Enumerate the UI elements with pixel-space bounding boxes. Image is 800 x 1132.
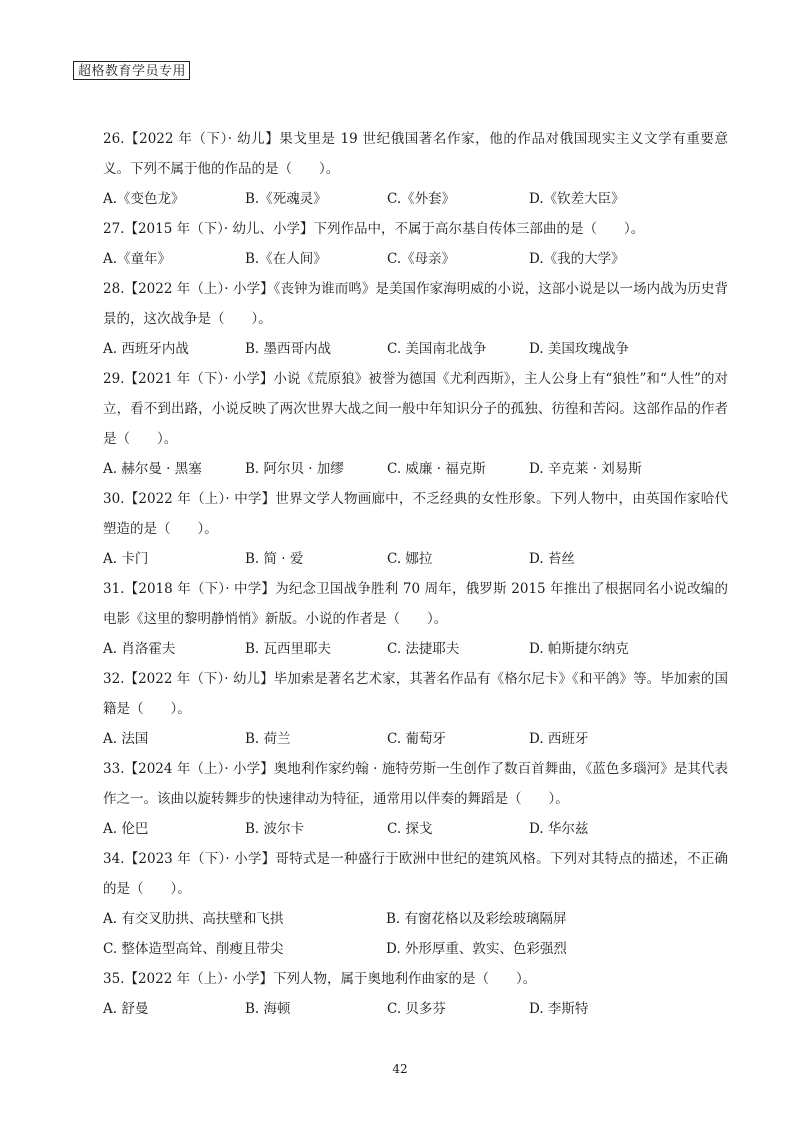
question-33 [103, 754, 728, 844]
option-c: C. 娜拉 [387, 551, 433, 567]
option-b: B. 海顿 [245, 1001, 291, 1017]
question-stem: 30.【2022 年（上）· 中学】世界文学人物画廊中，不乏经典的女性形象。下列人物中，由英国作家哈代塑造的是（ ）。 [103, 491, 728, 537]
question-34 [103, 844, 728, 964]
option-d: D.《我的大学》 [529, 251, 625, 267]
option-row [103, 244, 728, 274]
option-a: A.《童年》 [103, 251, 172, 267]
option-d: D.《钦差大臣》 [529, 191, 625, 207]
question-29 [103, 364, 728, 484]
question-stem: 31.【2018 年（下）· 中学】为纪念卫国战争胜利 70 周年，俄罗斯 2015 年推出了根据同名小说改编的电影《这里的黎明静悄悄》新版。小说的作者是（ ）。 [103, 581, 728, 627]
option-row [103, 544, 728, 574]
question-35 [103, 964, 728, 1024]
option-d: D. 美国玫瑰战争 [529, 341, 629, 357]
option-grid [103, 904, 728, 964]
question-31 [103, 574, 728, 664]
option-b: B. 墨西哥内战 [245, 341, 332, 357]
option-row [103, 724, 728, 754]
option-d: D. 帕斯捷尔纳克 [529, 641, 629, 657]
option-d: D. 苔丝 [529, 551, 575, 567]
option-row [103, 334, 728, 364]
header-label: 超格教育学员专用 [73, 61, 190, 80]
option-a: A. 肖洛霍夫 [103, 641, 176, 657]
question-stem: 35.【2022 年（上）· 小学】下列人物，属于奥地利作曲家的是（ ）。 [103, 971, 537, 987]
question-stem: 29.【2021 年（下）· 小学】小说《荒原狼》被誉为德国《尤利西斯》，主人公身上有“狼性”和“人性”的对立，看不到出路，小说反映了两次世界大战之间一般中年知识分子的孤独、彷徨和苦闷。这部作品的作者是（ ）。 [103, 371, 728, 447]
option-c: C.《母亲》 [387, 251, 456, 267]
option-c: C. 葡萄牙 [387, 731, 446, 747]
option-a: A. 伦巴 [103, 821, 149, 837]
page-number: 42 [392, 1062, 408, 1076]
option-c: C. 美国南北战争 [387, 341, 487, 357]
option-a: A.《变色龙》 [103, 191, 185, 207]
option-c: C.《外套》 [387, 191, 456, 207]
option-a: A. 法国 [103, 731, 149, 747]
option-c: C. 探戈 [387, 821, 433, 837]
question-30 [103, 484, 728, 574]
option-row [103, 634, 728, 664]
question-27 [103, 214, 728, 274]
option-row [103, 994, 728, 1024]
question-stem: 28.【2022 年（上）· 小学】《丧钟为谁而鸣》是美国作家海明威的小说，这部小说是以一场内战为历史背景的，这次战争是（ ）。 [103, 281, 728, 327]
question-32 [103, 664, 728, 754]
option-row [103, 184, 728, 214]
option-b: B. 荷兰 [245, 731, 291, 747]
option-a: A. 卡门 [103, 551, 149, 567]
option-d: D. 华尔兹 [529, 821, 589, 837]
option-d: D. 外形厚重、敦实、色彩强烈 [386, 941, 567, 957]
option-a: A. 西班牙内战 [103, 341, 189, 357]
option-b: B. 阿尔贝 · 加缪 [245, 461, 344, 477]
option-d: D. 李斯特 [529, 1001, 589, 1017]
question-26 [103, 124, 728, 214]
question-stem: 34.【2023 年（下）· 小学】哥特式是一种盛行于欧洲中世纪的建筑风格。下列对其特点的描述，不正确的是（ ）。 [103, 851, 728, 897]
option-b: B.《在人间》 [245, 251, 327, 267]
option-d: D. 辛克莱 · 刘易斯 [529, 461, 642, 477]
option-row [103, 454, 728, 484]
option-c: C. 整体造型高耸、削瘦且带尖 [103, 941, 284, 957]
option-row [103, 814, 728, 844]
question-stem: 33.【2024 年（上）· 小学】奥地利作家约翰 · 施特劳斯一生创作了数百首舞曲，《蓝色多瑙河》是其代表作之一。该曲以旋转舞步的快速律动为特征，通常用以伴奏的舞蹈是（ ）。 [103, 761, 728, 807]
option-a: A. 有交叉肋拱、高扶壁和飞拱 [103, 911, 284, 927]
option-c: C. 贝多芬 [387, 1001, 446, 1017]
option-a: A. 舒曼 [103, 1001, 149, 1017]
option-c: C. 威廉 · 福克斯 [387, 461, 486, 477]
option-b: B. 瓦西里耶夫 [245, 641, 332, 657]
option-c: C. 法捷耶夫 [387, 641, 460, 657]
option-b: B. 波尔卡 [245, 821, 305, 837]
question-list [103, 124, 728, 1024]
question-28 [103, 274, 728, 364]
option-b: B. 有窗花格以及彩绘玻璃隔屏 [386, 911, 567, 927]
question-stem: 27.【2015 年（下）· 幼儿、小学】下列作品中，不属于高尔基自传体三部曲的是（ ）。 [103, 221, 645, 237]
option-a: A. 赫尔曼 · 黑塞 [103, 461, 202, 477]
option-b: B. 简 · 爱 [245, 551, 304, 567]
question-stem: 32.【2022 年（下）· 幼儿】毕加索是著名艺术家，其著名作品有《格尔尼卡》《和平鸽》等。毕加索的国籍是（ ）。 [103, 671, 728, 717]
option-b: B.《死魂灵》 [245, 191, 327, 207]
option-d: D. 西班牙 [529, 731, 589, 747]
question-stem: 26.【2022 年（下）· 幼儿】果戈里是 19 世纪俄国著名作家，他的作品对俄国现实主义文学有重要意义。下列不属于他的作品的是（ ）。 [103, 131, 728, 177]
